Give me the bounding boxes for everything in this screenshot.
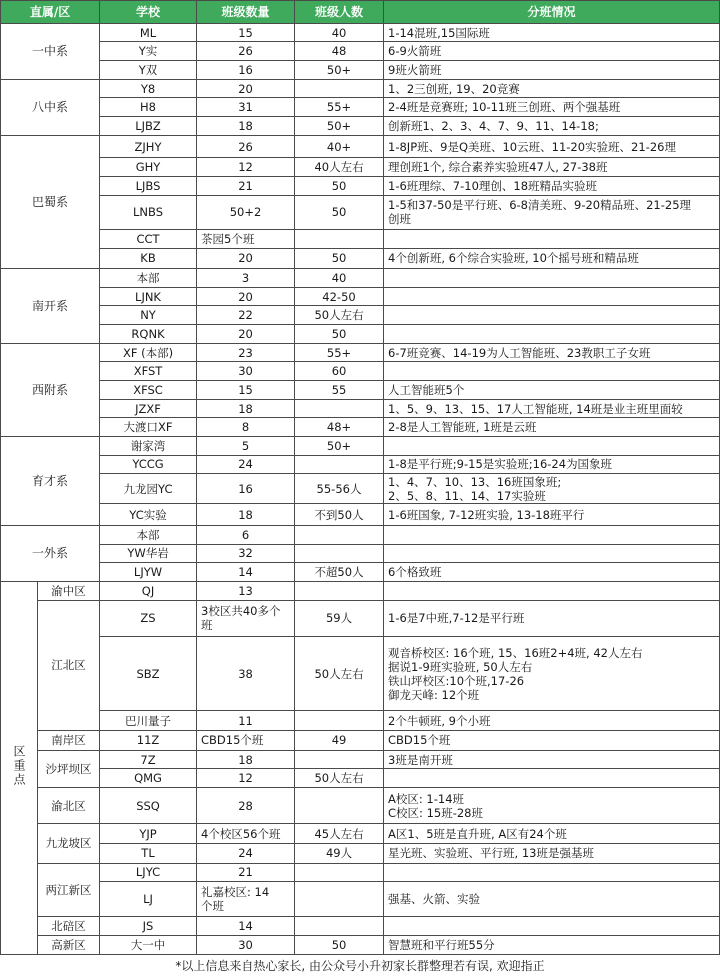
school-cell: H8 bbox=[100, 98, 197, 117]
school-cell: SBZ bbox=[100, 636, 197, 711]
district-cell-beibei: 北碚区 bbox=[38, 917, 100, 936]
class-size-cell: 50 bbox=[295, 248, 384, 269]
school-cell: YC实验 bbox=[100, 504, 197, 526]
table-row bbox=[1, 474, 720, 504]
class-count-cell: 15 bbox=[197, 23, 295, 42]
class-size-cell: 45人左右 bbox=[295, 824, 384, 844]
table-row bbox=[1, 581, 720, 600]
district-cell-gaoxin: 高新区 bbox=[38, 936, 100, 955]
class-info-cell bbox=[384, 581, 720, 600]
class-info-cell bbox=[384, 436, 720, 455]
class-info-cell bbox=[384, 863, 720, 882]
class-info-cell: 强基、火箭、实验 bbox=[384, 882, 720, 917]
district-cell-jiulongpo: 九龙坡区 bbox=[38, 824, 100, 863]
class-info-cell bbox=[384, 362, 720, 381]
school-cell: 大一中 bbox=[100, 936, 197, 955]
class-count-cell: 3 bbox=[197, 269, 295, 288]
class-info-cell bbox=[384, 229, 720, 248]
class-info-cell: 1-6班理综、7-10理创、18班精品实验班 bbox=[384, 177, 720, 196]
class-size-cell bbox=[295, 581, 384, 600]
table-row bbox=[1, 116, 720, 135]
group-cell-bashu: 巴蜀系 bbox=[1, 135, 100, 269]
class-size-cell: 59人 bbox=[295, 600, 384, 636]
class-count-cell: 4个校区56个班 bbox=[197, 824, 295, 844]
school-cell: ML bbox=[100, 23, 197, 42]
class-count-cell: 21 bbox=[197, 177, 295, 196]
table-row bbox=[1, 42, 720, 61]
table-row bbox=[1, 195, 720, 229]
table-row bbox=[1, 750, 720, 769]
class-count-cell: 20 bbox=[197, 248, 295, 269]
group-cell-yizhong: 一中系 bbox=[1, 23, 100, 79]
class-size-cell bbox=[295, 711, 384, 731]
class-info-cell: 1-6是7中班,7-12是平行班 bbox=[384, 600, 720, 636]
header-class-count: 班级数量 bbox=[197, 1, 295, 24]
class-count-cell: 20 bbox=[197, 325, 295, 344]
class-info-cell: CBD15个班 bbox=[384, 731, 720, 751]
class-size-cell: 50 bbox=[295, 177, 384, 196]
class-info-cell: 1-8JP班、9是Q美班、10云班、11-20实验班、21-26理 bbox=[384, 135, 720, 158]
class-size-cell: 48+ bbox=[295, 418, 384, 437]
class-info-cell bbox=[384, 526, 720, 545]
class-size-cell: 55-56人 bbox=[295, 474, 384, 504]
class-info-cell bbox=[384, 325, 720, 344]
class-size-cell bbox=[295, 863, 384, 882]
class-count-cell: 茶园5个班 bbox=[197, 229, 295, 248]
class-count-cell: 20 bbox=[197, 79, 295, 98]
school-cell: YCCG bbox=[100, 455, 197, 474]
table-row bbox=[1, 436, 720, 455]
class-info-cell: 1、4、7、10、13、16班国象班; 2、5、8、11、14、17实验班 bbox=[384, 474, 720, 504]
table-row bbox=[1, 399, 720, 418]
class-size-cell bbox=[295, 917, 384, 936]
group-cell-xifu: 西附系 bbox=[1, 343, 100, 436]
school-cell: 11Z bbox=[100, 731, 197, 751]
school-cell: SSQ bbox=[100, 788, 197, 824]
school-cell: Y8 bbox=[100, 79, 197, 98]
class-size-cell: 50 bbox=[295, 325, 384, 344]
class-size-cell: 40+ bbox=[295, 135, 384, 158]
school-cell: LJYC bbox=[100, 863, 197, 882]
class-info-cell bbox=[384, 287, 720, 306]
table-row bbox=[1, 731, 720, 751]
class-count-cell: 24 bbox=[197, 843, 295, 863]
class-count-cell: 18 bbox=[197, 504, 295, 526]
header-class-info: 分班情况 bbox=[384, 1, 720, 24]
class-count-cell: 13 bbox=[197, 581, 295, 600]
class-count-cell: 32 bbox=[197, 544, 295, 563]
table-row bbox=[1, 287, 720, 306]
table-row bbox=[1, 306, 720, 325]
class-count-cell: 30 bbox=[197, 362, 295, 381]
school-cell: RQNK bbox=[100, 325, 197, 344]
school-cell: YJP bbox=[100, 824, 197, 844]
table-row bbox=[1, 824, 720, 844]
table-row bbox=[1, 79, 720, 98]
class-count-cell: 3校区共40多个 班 bbox=[197, 600, 295, 636]
class-size-cell: 不超50人 bbox=[295, 563, 384, 582]
class-info-cell: A校区: 1-14班 C校区: 15班-28班 bbox=[384, 788, 720, 824]
class-count-cell: 礼嘉校区: 14 个班 bbox=[197, 882, 295, 917]
group-label-quzhongdian: 区重点 bbox=[12, 745, 26, 788]
school-cell: LJ bbox=[100, 882, 197, 917]
school-cell: 巴川量子 bbox=[100, 711, 197, 731]
class-info-cell: 1-5和37-50是平行班、6-8清美班、9-20精品班、21-25理 创班 bbox=[384, 195, 720, 229]
class-info-cell: 9班火箭班 bbox=[384, 61, 720, 80]
class-count-cell: 16 bbox=[197, 474, 295, 504]
table-row bbox=[1, 882, 720, 917]
class-count-cell: 15 bbox=[197, 381, 295, 400]
school-cell: TL bbox=[100, 843, 197, 863]
school-cell: KB bbox=[100, 248, 197, 269]
district-cell-liangjiang: 两江新区 bbox=[38, 863, 100, 917]
class-size-cell: 50人左右 bbox=[295, 636, 384, 711]
group-cell-yiwai: 一外系 bbox=[1, 526, 100, 582]
class-info-cell: 理创班1个, 综合素养实验班47人, 27-38班 bbox=[384, 158, 720, 177]
table-row bbox=[1, 636, 720, 711]
table-row bbox=[1, 843, 720, 863]
class-count-cell: CBD15个班 bbox=[197, 731, 295, 751]
school-cell: LJBZ bbox=[100, 116, 197, 135]
class-info-cell: 创新班1、2、3、4、7、9、11、14-18; bbox=[384, 116, 720, 135]
table-row bbox=[1, 936, 720, 955]
school-cell: 7Z bbox=[100, 750, 197, 769]
class-count-cell: 5 bbox=[197, 436, 295, 455]
table-row bbox=[1, 600, 720, 636]
table-row bbox=[1, 526, 720, 545]
class-size-cell: 不到50人 bbox=[295, 504, 384, 526]
school-cell: ZS bbox=[100, 600, 197, 636]
class-count-cell: 11 bbox=[197, 711, 295, 731]
class-count-cell: 20 bbox=[197, 287, 295, 306]
table-row bbox=[1, 229, 720, 248]
school-cell: QMG bbox=[100, 769, 197, 788]
class-size-cell: 49人 bbox=[295, 843, 384, 863]
class-info-cell bbox=[384, 269, 720, 288]
class-count-cell: 24 bbox=[197, 455, 295, 474]
header-class-size: 班级人数 bbox=[295, 1, 384, 24]
class-size-cell: 49 bbox=[295, 731, 384, 751]
class-count-cell: 28 bbox=[197, 788, 295, 824]
school-cell: 本部 bbox=[100, 526, 197, 545]
district-cell-nanan: 南岸区 bbox=[38, 731, 100, 751]
class-count-cell: 23 bbox=[197, 343, 295, 362]
class-size-cell: 40 bbox=[295, 269, 384, 288]
table-row bbox=[1, 248, 720, 269]
class-info-cell: 观音桥校区: 16个班, 15、16班2+4班, 42人左右 据说1-9班实验班, 50人左右 铁山坪校区:10个班,17-26 御龙天峰: 12个班 bbox=[384, 636, 720, 711]
group-cell-nankai: 南开系 bbox=[1, 269, 100, 344]
class-size-cell: 50人左右 bbox=[295, 306, 384, 325]
school-cell: XF (本部) bbox=[100, 343, 197, 362]
table-row bbox=[1, 863, 720, 882]
class-info-cell: 1、2三创班, 19、20竞赛 bbox=[384, 79, 720, 98]
school-cell: LJYW bbox=[100, 563, 197, 582]
footnote: *以上信息来自热心家长, 由公众号小升初家长群整理若有误, 欢迎指正 bbox=[175, 959, 545, 973]
class-size-cell bbox=[295, 750, 384, 769]
header-district: 直属/区 bbox=[1, 1, 100, 24]
class-size-cell: 60 bbox=[295, 362, 384, 381]
table-row bbox=[1, 769, 720, 788]
class-count-cell: 12 bbox=[197, 769, 295, 788]
class-size-cell bbox=[295, 544, 384, 563]
district-cell-shapingba: 沙坪坝区 bbox=[38, 750, 100, 787]
district-cell-yubei: 渝北区 bbox=[38, 788, 100, 824]
table-row bbox=[1, 381, 720, 400]
table-row bbox=[1, 788, 720, 824]
class-count-cell: 14 bbox=[197, 563, 295, 582]
class-size-cell: 40人左右 bbox=[295, 158, 384, 177]
class-info-cell bbox=[384, 306, 720, 325]
class-count-cell: 26 bbox=[197, 42, 295, 61]
class-size-cell bbox=[295, 788, 384, 824]
table-row bbox=[1, 544, 720, 563]
table-row bbox=[1, 343, 720, 362]
class-size-cell: 50 bbox=[295, 195, 384, 229]
district-cell-yuzhong: 渝中区 bbox=[38, 581, 100, 600]
table-row bbox=[1, 61, 720, 80]
class-count-cell: 12 bbox=[197, 158, 295, 177]
class-count-cell: 22 bbox=[197, 306, 295, 325]
school-cell: XFST bbox=[100, 362, 197, 381]
class-count-cell: 16 bbox=[197, 61, 295, 80]
class-info-cell: 1、5、9、13、15、17人工智能班, 14班是业主班里面较 bbox=[384, 399, 720, 418]
table-row bbox=[1, 269, 720, 288]
school-cell: LJNK bbox=[100, 287, 197, 306]
class-size-cell: 50+ bbox=[295, 61, 384, 80]
class-size-cell: 55+ bbox=[295, 98, 384, 117]
school-cell: Y实 bbox=[100, 42, 197, 61]
class-size-cell bbox=[295, 229, 384, 248]
class-info-cell: 1-6班国象, 7-12班实验, 13-18班平行 bbox=[384, 504, 720, 526]
district-cell-jiangbei: 江北区 bbox=[38, 600, 100, 731]
class-size-cell: 50人左右 bbox=[295, 769, 384, 788]
school-cell: XFSC bbox=[100, 381, 197, 400]
table-row bbox=[1, 563, 720, 582]
class-info-cell: 3班是南开班 bbox=[384, 750, 720, 769]
class-count-cell: 50+2 bbox=[197, 195, 295, 229]
table-row bbox=[1, 418, 720, 437]
class-count-cell: 18 bbox=[197, 399, 295, 418]
table-row bbox=[1, 158, 720, 177]
school-cell: Y双 bbox=[100, 61, 197, 80]
class-info-cell: 6-7班竞赛、14-19为人工智能班、23教职工子女班 bbox=[384, 343, 720, 362]
class-count-cell: 8 bbox=[197, 418, 295, 437]
header-row bbox=[1, 1, 720, 24]
class-info-cell bbox=[384, 917, 720, 936]
table-row bbox=[1, 455, 720, 474]
school-cell: JS bbox=[100, 917, 197, 936]
school-cell: ZJHY bbox=[100, 135, 197, 158]
table-row bbox=[1, 917, 720, 936]
group-cell-quzhongdian bbox=[1, 581, 38, 954]
class-count-cell: 38 bbox=[197, 636, 295, 711]
school-cell: 大渡口XF bbox=[100, 418, 197, 437]
school-cell: 谢家湾 bbox=[100, 436, 197, 455]
class-size-cell: 48 bbox=[295, 42, 384, 61]
class-info-cell: 1-14混班,15国际班 bbox=[384, 23, 720, 42]
class-info-cell: 2个牛顿班, 9个小班 bbox=[384, 711, 720, 731]
class-info-cell: 6-9火箭班 bbox=[384, 42, 720, 61]
header-school: 学校 bbox=[100, 1, 197, 24]
school-cell: LNBS bbox=[100, 195, 197, 229]
table-row bbox=[1, 362, 720, 381]
class-size-cell: 55 bbox=[295, 381, 384, 400]
school-cell: YW华岩 bbox=[100, 544, 197, 563]
class-size-cell: 55+ bbox=[295, 343, 384, 362]
class-info-cell: 2-4班是竞赛班; 10-11班三创班、两个强基班 bbox=[384, 98, 720, 117]
class-info-cell: 2-8是人工智能班, 1班是云班 bbox=[384, 418, 720, 437]
class-info-cell: 星光班、实验班、平行班, 13班是强基班 bbox=[384, 843, 720, 863]
class-info-cell: 智慧班和平行班55分 bbox=[384, 936, 720, 955]
class-count-cell: 26 bbox=[197, 135, 295, 158]
school-cell: GHY bbox=[100, 158, 197, 177]
class-info-cell: 1-8是平行班;9-15是实验班;16-24为国象班 bbox=[384, 455, 720, 474]
class-size-cell bbox=[295, 882, 384, 917]
class-size-cell bbox=[295, 526, 384, 545]
school-cell: QJ bbox=[100, 581, 197, 600]
class-count-cell: 14 bbox=[197, 917, 295, 936]
table-row bbox=[1, 711, 720, 731]
class-count-cell: 18 bbox=[197, 750, 295, 769]
table-row bbox=[1, 177, 720, 196]
class-count-cell: 6 bbox=[197, 526, 295, 545]
table-row bbox=[1, 23, 720, 42]
class-info-cell: 人工智能班5个 bbox=[384, 381, 720, 400]
class-count-cell: 30 bbox=[197, 936, 295, 955]
class-size-cell bbox=[295, 455, 384, 474]
class-count-cell: 18 bbox=[197, 116, 295, 135]
class-size-cell bbox=[295, 79, 384, 98]
class-size-cell: 50+ bbox=[295, 116, 384, 135]
school-cell: LJBS bbox=[100, 177, 197, 196]
school-cell: 九龙园YC bbox=[100, 474, 197, 504]
table-row bbox=[1, 135, 720, 158]
school-cell: NY bbox=[100, 306, 197, 325]
table-body bbox=[1, 1, 720, 955]
class-info-cell bbox=[384, 769, 720, 788]
table-row bbox=[1, 325, 720, 344]
class-size-cell: 50+ bbox=[295, 436, 384, 455]
class-size-cell bbox=[295, 399, 384, 418]
school-cell: 本部 bbox=[100, 269, 197, 288]
class-size-cell: 42-50 bbox=[295, 287, 384, 306]
group-cell-yucai: 育才系 bbox=[1, 436, 100, 525]
class-info-cell: 6个格致班 bbox=[384, 563, 720, 582]
class-info-cell bbox=[384, 544, 720, 563]
school-cell: CCT bbox=[100, 229, 197, 248]
class-count-cell: 31 bbox=[197, 98, 295, 117]
table-row bbox=[1, 98, 720, 117]
group-cell-bazhong: 八中系 bbox=[1, 79, 100, 135]
class-count-cell: 21 bbox=[197, 863, 295, 882]
class-size-cell: 40 bbox=[295, 23, 384, 42]
class-info-cell: A区1、5班是直升班, A区有24个班 bbox=[384, 824, 720, 844]
class-info-cell: 4个创新班, 6个综合实验班, 10个摇号班和精品班 bbox=[384, 248, 720, 269]
school-cell: JZXF bbox=[100, 399, 197, 418]
table-row bbox=[1, 504, 720, 526]
class-size-cell: 50 bbox=[295, 936, 384, 955]
